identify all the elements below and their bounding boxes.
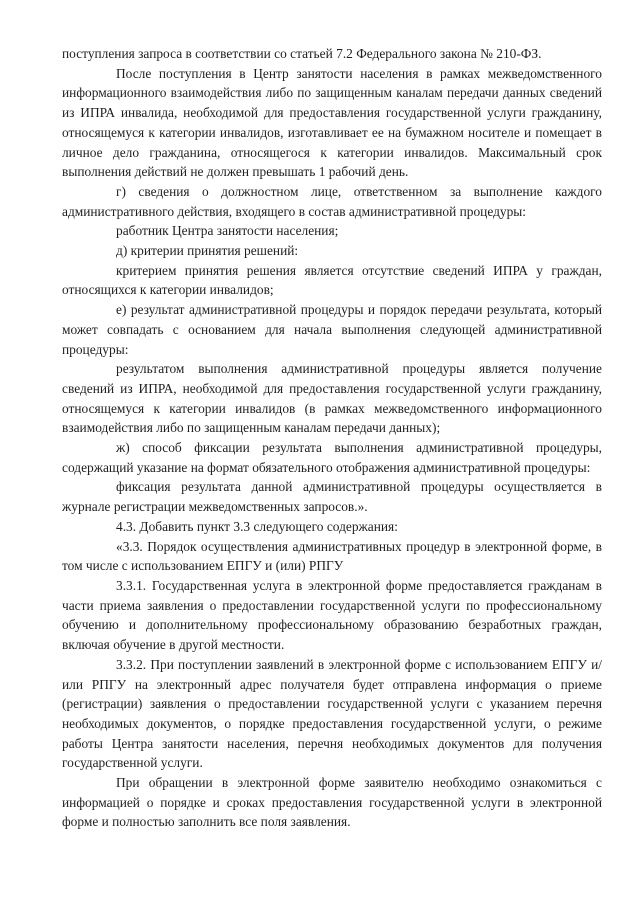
paragraph-4: работник Центра занятости населения; <box>116 223 339 239</box>
paragraph-15: При обращении в электронной форме заявителю необходимо ознакомиться с информацией о порядке и сроках предоставления государственной услуги в электронной форме и полностью заполнить все поля заявления. <box>62 775 602 830</box>
paragraph-3: г) сведения о должностном лице, ответственном за выполнение каждого административного действия, входящего в состав административной процедуры: <box>62 183 602 219</box>
document-page <box>62 44 602 832</box>
paragraph-10: фиксация результата данной административной процедуры осуществляется в журнале регистрации межведомственных запросов.». <box>62 479 602 515</box>
paragraph-11: 4.3. Добавить пункт 3.3 следующего содержания: <box>116 518 398 534</box>
paragraph-8: результатом выполнения административной процедуры является получение сведений из ИПРА, необходимой для предоставления государственной услуги гражданину, относящемуся к категории инвалидов (в рамках межведомственного информационного взаимодействия либо по защищенным каналам передачи данных); <box>62 361 602 436</box>
paragraph-12: «3.3. Порядок осуществления административных процедур в электронной форме, в том числе с использованием ЕПГУ и (или) РПГУ <box>62 538 602 574</box>
paragraph-2: После поступления в Центр занятости населения в рамках межведомственного информационного взаимодействия либо по защищенным каналам передачи данных сведений из ИПРА инвалида, необходимой для предоставления государственной услуги гражданину, относящемуся к категории инвалидов, изготавливает ее на бумажном носителе и помещает в личное дело гражданина, относящегося к категории инвалидов. Максимальный срок выполнения действий не должен превышать 1 рабочий день. <box>62 65 602 180</box>
paragraph-7: е) результат административной процедуры и порядок передачи результата, который может совпадать с основанием для начала выполнения следующей административной процедуры: <box>62 302 602 357</box>
paragraph-5: д) критерии принятия решений: <box>116 243 299 259</box>
corner-mark <box>632 8 634 20</box>
paragraph-14: 3.3.2. При поступлении заявлений в электронной форме с использованием ЕПГУ и/или РПГУ на электронный адрес получателя будет отправлена информация о приеме (регистрации) заявления о предоставлении государственной услуги с указанием перечня необходимых документов, о порядке предоставления государственной услуги, о режиме работы Центра занятости населения, перечня необходимых документов для получения государственной услуги. <box>62 656 602 771</box>
paragraph-6: критерием принятия решения является отсутствие сведений ИПРА у граждан, относящихся к категории инвалидов; <box>62 262 602 298</box>
paragraph-13: 3.3.1. Государственная услуга в электронной форме предоставляется гражданам в части приема заявления о предоставлении государственной услуги по профессиональному обучению и дополнительному профессиональному образованию безработных граждан, включая обучение в другой местности. <box>62 577 602 653</box>
paragraph-1: поступления запроса в соответствии со статьей 7.2 Федерального закона № 210-ФЗ. <box>62 46 542 61</box>
paragraph-9: ж) способ фиксации результата выполнения административной процедуры, содержащий указание на формат обязательного отображения административной процедуры: <box>62 440 602 475</box>
